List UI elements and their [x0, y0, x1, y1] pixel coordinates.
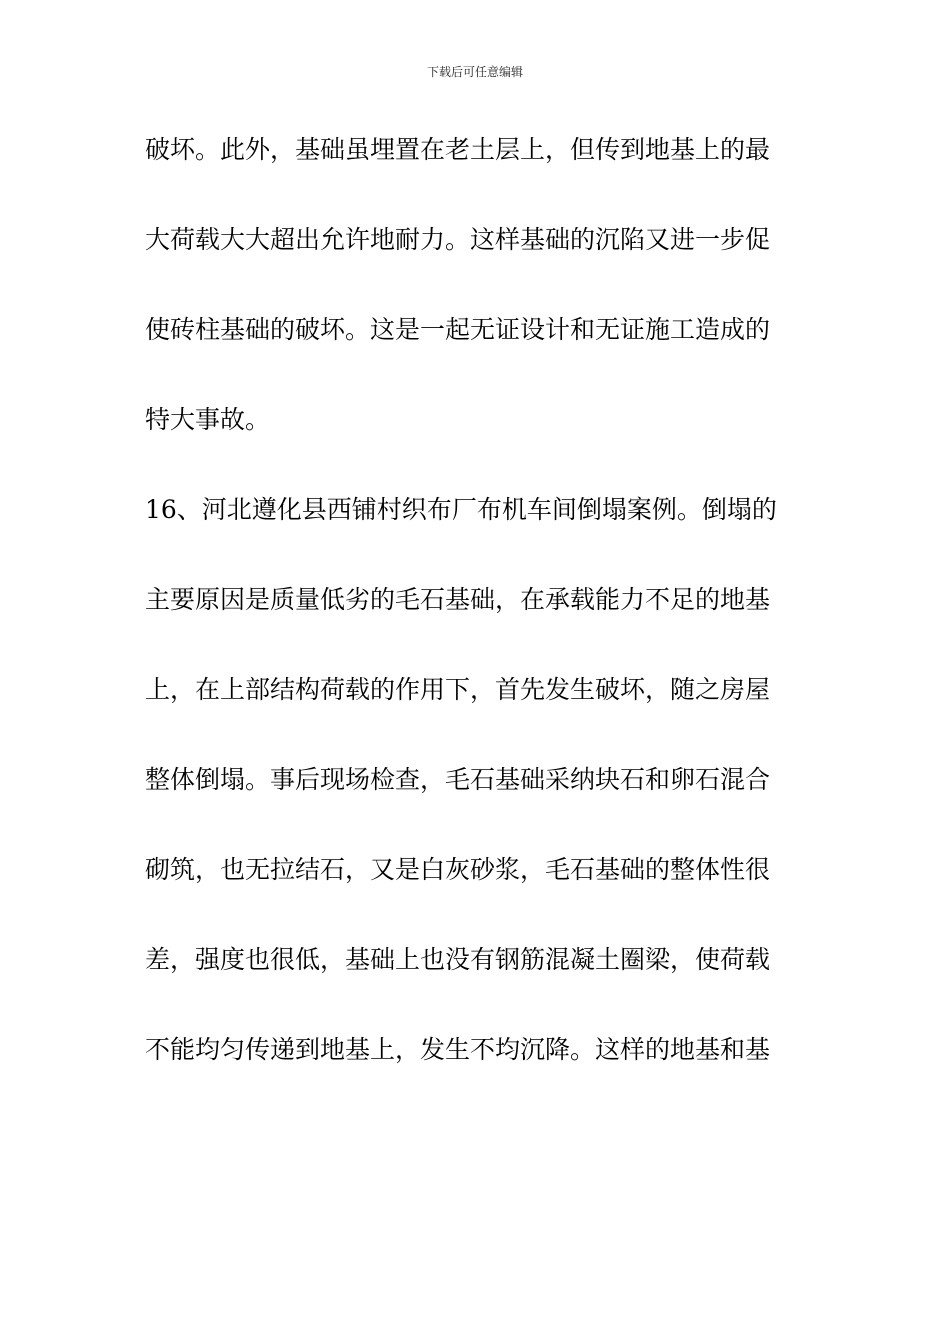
page-header: 下载后可任意编辑 — [426, 65, 523, 79]
text-line: 16、河北遵化县西铺村织布厂布机车间倒塌案例。倒塌的 — [145, 495, 777, 524]
text-line: 上，在上部结构荷载的作用下，首先发生破坏，随之房屋 — [145, 675, 771, 704]
text-line: 砌筑，也无拉结石，又是白灰砂浆，毛石基础的整体性很 — [145, 855, 771, 884]
text-line: 差，强度也很低，基础上也没有钢筋混凝土圈梁，使荷载 — [145, 945, 771, 974]
text-line: 不能均匀传递到地基上，发生不均沉降。这样的地基和基 — [145, 1035, 771, 1064]
text-line: 大荷载大大超出允许地耐力。这样基础的沉陷又进一步促 — [145, 225, 771, 254]
text-line: 破坏。此外，基础虽埋置在老土层上，但传到地基上的最 — [145, 135, 771, 164]
text-line: 使砖柱基础的破坏。这是一起无证设计和无证施工造成的 — [145, 315, 771, 344]
text-line: 特大事故。 — [145, 405, 271, 434]
text-line: 主要原因是质量低劣的毛石基础，在承载能力不足的地基 — [145, 585, 771, 614]
text-line: 整体倒塌。事后现场检查，毛石基础采纳块石和卵石混合 — [145, 765, 771, 794]
document-body — [145, 128, 785, 1118]
